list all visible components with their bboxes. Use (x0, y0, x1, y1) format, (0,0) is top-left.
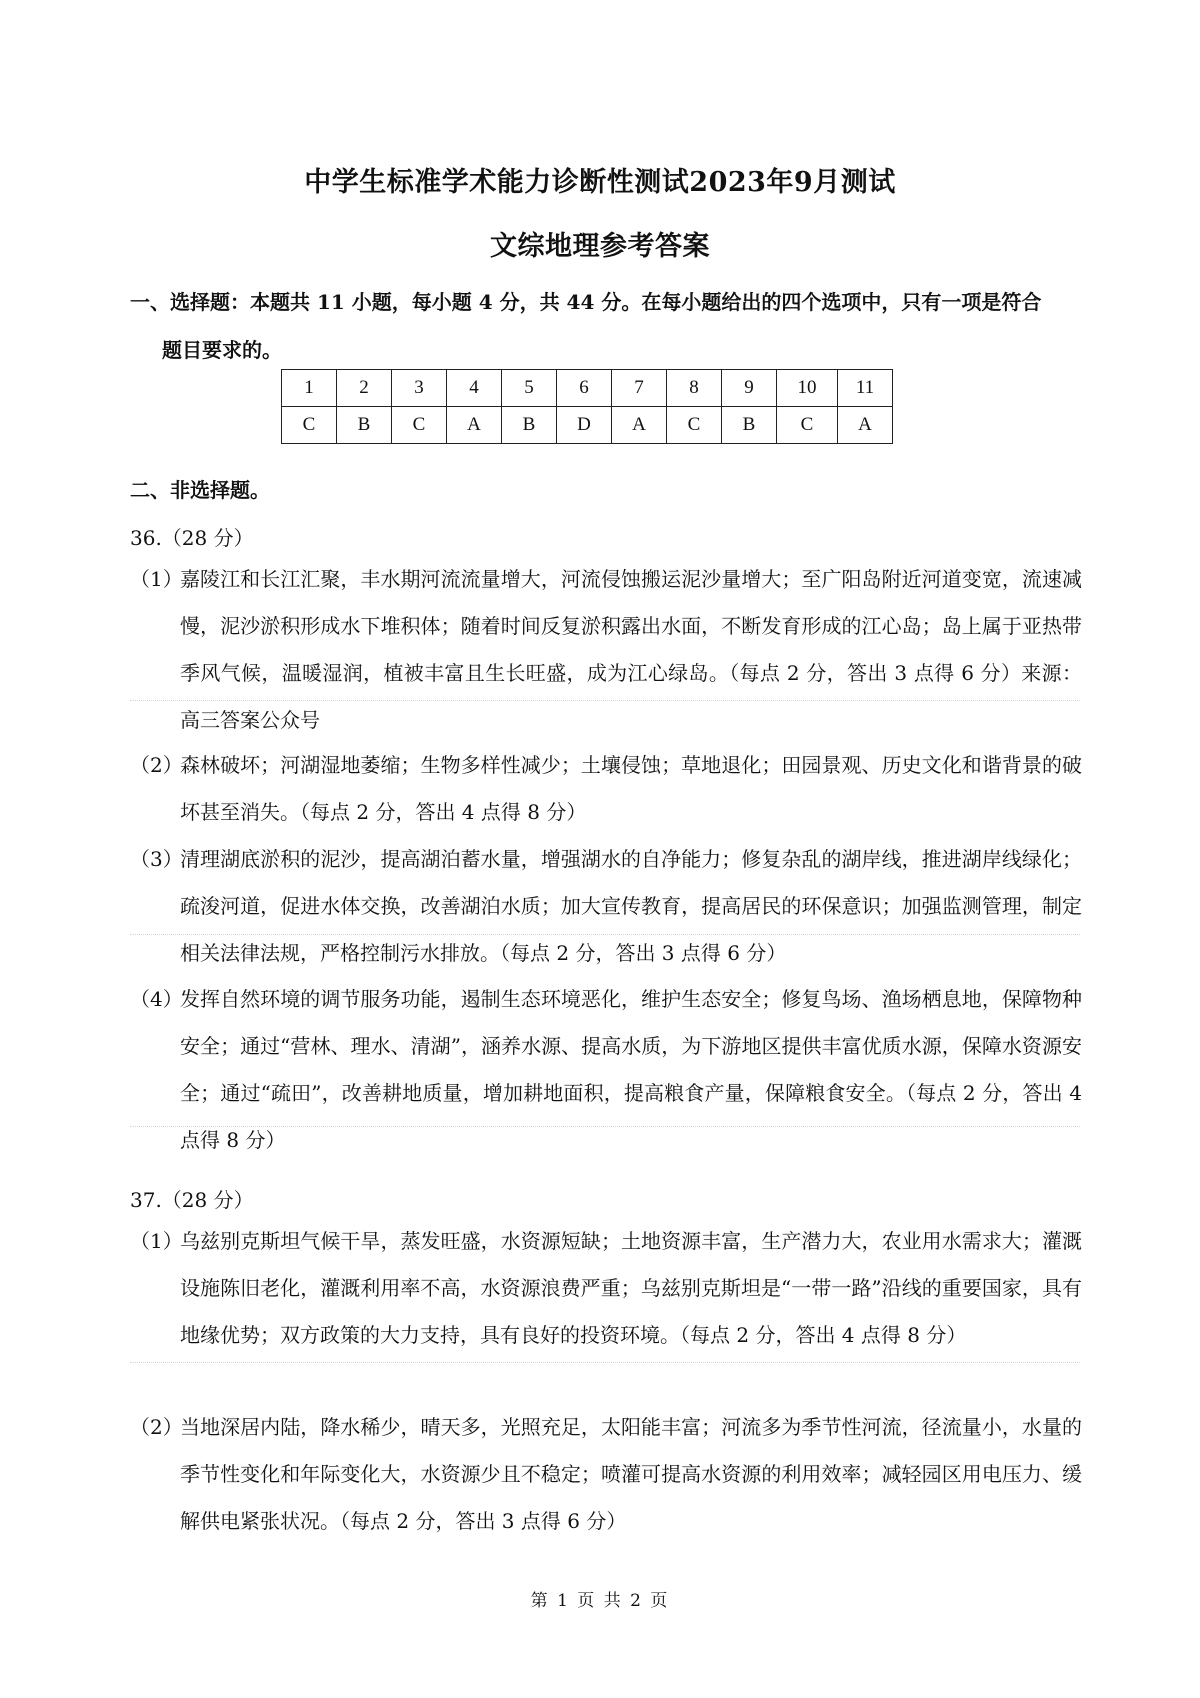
section1-heading-line1: 一、选择题：本题共 11 小题，每小题 4 分，共 44 分。在每小题给出的四个选项中，只有一项是符合 (130, 290, 1042, 314)
question-number-cell: 5 (502, 370, 557, 407)
question-number-cell: 7 (612, 370, 667, 407)
question-37-label: 37.（28 分） (130, 1188, 254, 1212)
question-number-cell: 8 (667, 370, 722, 407)
answer-cell: C (392, 407, 447, 444)
question-number-cell: 1 (282, 370, 337, 407)
answer-cell: C (777, 407, 838, 444)
question-number-cell: 6 (557, 370, 612, 407)
dotted-divider (130, 1362, 1080, 1363)
page-title: 中学生标准学术能力诊断性测试2023年9月测试 (304, 167, 896, 198)
answer-table-number-row (282, 370, 893, 407)
answer-cell: B (337, 407, 392, 444)
dotted-divider (130, 1126, 1080, 1127)
q36-item-1 (130, 556, 1082, 744)
answer-table-answer-row (282, 407, 893, 444)
question-36-label: 36.（28 分） (130, 526, 254, 550)
item-text: 森林破坏；河湖湿地萎缩；生物多样性减少；土壤侵蚀；草地退化；田园景观、历史文化和谐背景的破坏甚至消失。（每点 2 分，答出 4 点得 8 分） (180, 753, 1082, 824)
q36-item-3 (130, 836, 1082, 977)
item-number: （2） (130, 1415, 183, 1439)
answer-cell: A (838, 407, 893, 444)
q36-item-4 (130, 976, 1082, 1164)
answer-cell: C (282, 407, 337, 444)
dotted-divider (130, 934, 1080, 935)
item-number: （1） (130, 567, 183, 591)
item-number: （3） (130, 847, 183, 871)
answer-table (281, 369, 893, 444)
item-number: （2） (130, 753, 183, 777)
page-footer: 第 1 页 共 2 页 (530, 1591, 670, 1611)
page-subtitle: 文综地理参考答案 (490, 231, 710, 262)
item-text: 发挥自然环境的调节服务功能，遏制生态环境恶化，维护生态安全；修复鸟场、渔场栖息地，保障物种安全；通过“营林、理水、清湖”，涵养水源、提高水质，为下游地区提供丰富优质水源，保障水资源安全；通过“疏田”，改善耕地质量，增加耕地面积，提高粮食产量，保障粮食安全。（每点 2 分，答出 4 点得 8 分） (180, 987, 1082, 1152)
question-number-cell: 11 (838, 370, 893, 407)
q36-item-2 (130, 742, 1082, 836)
item-text: 当地深居内陆，降水稀少，晴天多，光照充足，太阳能丰富；河流多为季节性河流，径流量小，水量的季节性变化和年际变化大，水资源少且不稳定；喷灌可提高水资源的利用效率；减轻园区用电压力、缓解供电紧张状况。（每点 2 分，答出 3 点得 6 分） (180, 1415, 1082, 1533)
question-number-cell: 10 (777, 370, 838, 407)
section2-heading: 二、非选择题。 (130, 478, 270, 502)
answer-cell: B (722, 407, 777, 444)
question-number-cell: 4 (447, 370, 502, 407)
item-number: （4） (130, 987, 183, 1011)
item-text: 嘉陵江和长江汇聚，丰水期河流流量增大，河流侵蚀搬运泥沙量增大；至广阳岛附近河道变宽，流速减慢，泥沙淤积形成水下堆积体；随着时间反复淤积露出水面，不断发育形成的江心岛；岛上属于亚热带季风气候，温暖湿润，植被丰富且生长旺盛，成为江心绿岛。（每点 2 分，答出 3 点得 6 分）来源：高三答案公众号 (180, 567, 1082, 732)
dotted-divider (130, 700, 1080, 701)
answer-cell: B (502, 407, 557, 444)
item-text: 清理湖底淤积的泥沙，提高湖泊蓄水量，增强湖水的自净能力；修复杂乱的湖岸线，推进湖岸线绿化；疏浚河道，促进水体交换，改善湖泊水质；加大宣传教育，提高居民的环保意识；加强监测管理，制定相关法律法规，严格控制污水排放。（每点 2 分，答出 3 点得 6 分） (180, 847, 1082, 965)
question-number-cell: 3 (392, 370, 447, 407)
q37-item-1 (130, 1218, 1082, 1359)
answer-cell: A (612, 407, 667, 444)
answer-cell: C (667, 407, 722, 444)
q37-item-2 (130, 1404, 1082, 1545)
section1-heading-line2: 题目要求的。 (162, 338, 282, 362)
answer-cell: D (557, 407, 612, 444)
question-number-cell: 2 (337, 370, 392, 407)
answer-cell: A (447, 407, 502, 444)
item-text: 乌兹别克斯坦气候干旱，蒸发旺盛，水资源短缺；土地资源丰富，生产潜力大，农业用水需求大；灌溉设施陈旧老化，灌溉利用率不高，水资源浪费严重；乌兹别克斯坦是“一带一路”沿线的重要国家，具有地缘优势；双方政策的大力支持，具有良好的投资环境。（每点 2 分，答出 4 点得 8 分） (180, 1229, 1082, 1347)
item-number: （1） (130, 1229, 183, 1253)
section1-heading (130, 278, 1078, 374)
question-number-cell: 9 (722, 370, 777, 407)
